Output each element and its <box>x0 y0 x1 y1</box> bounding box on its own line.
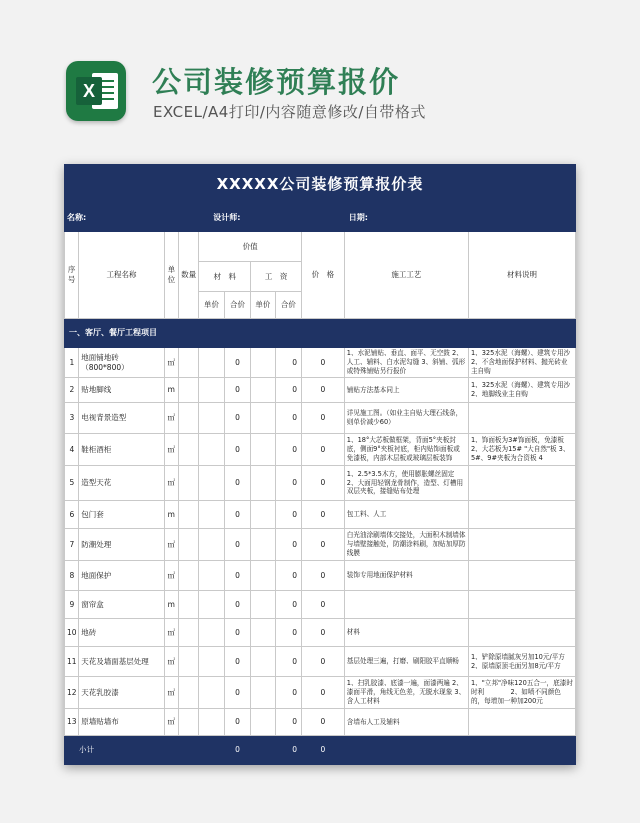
row-unit: ㎡ <box>164 434 178 466</box>
row-unit: ㎡ <box>164 348 178 378</box>
row-qty <box>178 561 198 591</box>
col-material-header: 材 料 <box>199 262 251 292</box>
row-qty <box>178 709 198 736</box>
row-unit: ㎡ <box>164 677 178 709</box>
row-lab-subtotal: 0 <box>275 378 301 403</box>
row-mat-unit-price <box>199 378 224 403</box>
col-lab-subtotal: 合价 <box>275 292 301 319</box>
row-lab-unit-price <box>251 677 275 709</box>
row-qty <box>178 434 198 466</box>
row-process: 1、18°大芯板做框架，背面5°夹板封底，侧面9°夹板衬底，柜内贴饰面板或免漆板，内部木层板或玻璃层板装饰 <box>344 434 468 466</box>
row-lab-unit-price <box>251 561 275 591</box>
row-mat-unit-price <box>199 647 224 677</box>
row-name: 地面保护 <box>79 561 164 591</box>
row-process: 铺贴方法基本同上 <box>344 378 468 403</box>
row-no: 11 <box>65 647 79 677</box>
row-mat-subtotal: 0 <box>224 647 250 677</box>
table-row <box>65 709 576 736</box>
row-mat-subtotal: 0 <box>224 619 250 647</box>
row-unit: m <box>164 378 178 403</box>
table-row <box>65 529 576 561</box>
section-title: 一、客厅、餐厅工程项目 <box>65 319 576 348</box>
row-lab-unit-price <box>251 619 275 647</box>
row-process: 1、2.5*3.5木方，使用膨胀螺丝固定 2、大面用轻钢龙骨制作，造型、灯槽用双层夹板，接缝贴布处理 <box>344 466 468 501</box>
row-mat-subtotal: 0 <box>224 501 250 529</box>
row-price: 0 <box>302 647 345 677</box>
row-note <box>468 591 575 619</box>
table-row <box>65 647 576 677</box>
row-mat-unit-price <box>199 529 224 561</box>
banner-title: 公司装修预算报价 <box>152 65 401 99</box>
row-lab-subtotal: 0 <box>275 709 301 736</box>
row-price: 0 <box>302 677 345 709</box>
row-qty <box>178 677 198 709</box>
row-lab-unit-price <box>251 529 275 561</box>
row-unit: m <box>164 591 178 619</box>
row-mat-unit-price <box>199 348 224 378</box>
banner <box>0 0 640 140</box>
row-name: 鞋柜酒柜 <box>79 434 164 466</box>
row-no: 1 <box>65 348 79 378</box>
row-lab-unit-price <box>251 501 275 529</box>
row-name: 天花乳胶漆 <box>79 677 164 709</box>
row-process: 白光油涂刷墙体交接处，大面积木制墙体与墙壁接触处，防潮涂料刷，加贴加厚防线膜 <box>344 529 468 561</box>
row-process: 详见施工图。（如业主自贴大理石线条，则单价减少60） <box>344 403 468 434</box>
row-lab-subtotal: 0 <box>275 466 301 501</box>
row-note <box>468 709 575 736</box>
row-qty <box>178 647 198 677</box>
table-row <box>65 403 576 434</box>
row-process <box>344 591 468 619</box>
row-mat-subtotal: 0 <box>224 348 250 378</box>
row-process: 含墙布人工及辅料 <box>344 709 468 736</box>
row-lab-subtotal: 0 <box>275 619 301 647</box>
row-process: 材料 <box>344 619 468 647</box>
row-note <box>468 529 575 561</box>
sheet-title: XXXXX公司装修预算报价表 <box>65 165 576 205</box>
row-name: 贴地脚线 <box>79 378 164 403</box>
row-lab-subtotal: 0 <box>275 348 301 378</box>
col-total-header: 价 格 <box>302 232 345 319</box>
col-process-header: 施工工艺 <box>344 232 468 319</box>
table-row <box>65 434 576 466</box>
table-row <box>65 591 576 619</box>
row-lab-subtotal: 0 <box>275 591 301 619</box>
row-mat-unit-price <box>199 466 224 501</box>
col-unit-header: 单位 <box>164 232 178 319</box>
row-price: 0 <box>302 529 345 561</box>
row-lab-unit-price <box>251 709 275 736</box>
table-row <box>65 677 576 709</box>
col-price-header: 价值 <box>199 232 302 262</box>
row-name: 地面铺地砖（800*800） <box>79 348 164 378</box>
row-unit: ㎡ <box>164 529 178 561</box>
row-name: 包门套 <box>79 501 164 529</box>
col-note-header: 材料说明 <box>468 232 575 319</box>
section-row <box>65 319 576 348</box>
row-no: 7 <box>65 529 79 561</box>
row-note <box>468 403 575 434</box>
header-row-1 <box>65 232 576 262</box>
designer-label: 设计师: <box>199 205 345 232</box>
col-mat-unit-price: 单价 <box>199 292 224 319</box>
excel-logo-icon <box>66 61 126 121</box>
name-label: 名称: <box>65 205 199 232</box>
row-note <box>468 561 575 591</box>
table-row <box>65 501 576 529</box>
row-lab-subtotal: 0 <box>275 529 301 561</box>
col-mat-subtotal: 合价 <box>224 292 250 319</box>
row-process: 1、扫乳胶漆、底漆一遍，面漆两遍 2、漆面平滑，角线无色差，无脱水现象 3、含人工材料 <box>344 677 468 709</box>
row-lab-subtotal: 0 <box>275 647 301 677</box>
row-no: 2 <box>65 378 79 403</box>
row-no: 3 <box>65 403 79 434</box>
row-note: 1、"立邦"净味120五合一，底漆时时利 2、如喷不同颜色的，每增加一种加200元 <box>468 677 575 709</box>
col-no-header: 序号 <box>65 232 79 319</box>
quote-table <box>64 164 576 765</box>
row-process: 基层处理三遍，打磨、刷阳胶平直顺畅 <box>344 647 468 677</box>
row-process: 包工料、人工 <box>344 501 468 529</box>
footer-label: 小计 <box>65 736 165 765</box>
row-name: 窗帘盒 <box>79 591 164 619</box>
row-no: 10 <box>65 619 79 647</box>
row-mat-subtotal: 0 <box>224 709 250 736</box>
row-unit: ㎡ <box>164 403 178 434</box>
row-lab-unit-price <box>251 378 275 403</box>
title-row <box>65 165 576 205</box>
row-name: 电视背景造型 <box>79 403 164 434</box>
col-lab-unit-price: 单价 <box>251 292 275 319</box>
row-note <box>468 619 575 647</box>
row-lab-subtotal: 0 <box>275 561 301 591</box>
row-process: 装饰专用地面保护材料 <box>344 561 468 591</box>
row-name: 造型天花 <box>79 466 164 501</box>
table-row <box>65 619 576 647</box>
row-mat-subtotal: 0 <box>224 591 250 619</box>
row-mat-unit-price <box>199 561 224 591</box>
row-mat-unit-price <box>199 403 224 434</box>
row-price: 0 <box>302 434 345 466</box>
row-note: 1、325水泥（海螺）、建筑专用沙 2、不含地面保护材料、抛光砖业主自购 <box>468 348 575 378</box>
col-qty-header: 数量 <box>178 232 198 319</box>
row-name: 防潮处理 <box>79 529 164 561</box>
row-qty <box>178 591 198 619</box>
row-price: 0 <box>302 591 345 619</box>
row-lab-subtotal: 0 <box>275 677 301 709</box>
row-mat-subtotal: 0 <box>224 677 250 709</box>
row-no: 12 <box>65 677 79 709</box>
row-note: 1、325水泥（海螺）、建筑专用沙 2、地脚线业主自购 <box>468 378 575 403</box>
footer-price: 0 <box>302 736 345 765</box>
item-rows <box>65 348 576 736</box>
footer-mat-total: 0 <box>224 736 250 765</box>
row-price: 0 <box>302 619 345 647</box>
row-no: 13 <box>65 709 79 736</box>
row-unit: ㎡ <box>164 619 178 647</box>
row-mat-unit-price <box>199 591 224 619</box>
row-lab-unit-price <box>251 647 275 677</box>
row-qty <box>178 529 198 561</box>
row-qty <box>178 466 198 501</box>
row-no: 6 <box>65 501 79 529</box>
row-qty <box>178 619 198 647</box>
row-price: 0 <box>302 709 345 736</box>
row-note: 1、铲除原墙腻灰另加10元/平方 2、原墙原顶毛面另加8元/平方 <box>468 647 575 677</box>
row-price: 0 <box>302 561 345 591</box>
row-note: 1、饰面板为3#饰面板，免漆板 2、大芯板为15# "大自然"板 3、5#、9#夹板为合资板 4 <box>468 434 575 466</box>
meta-row <box>65 205 576 232</box>
row-lab-subtotal: 0 <box>275 403 301 434</box>
row-name: 天花及墙面基层处理 <box>79 647 164 677</box>
row-no: 8 <box>65 561 79 591</box>
row-mat-subtotal: 0 <box>224 561 250 591</box>
row-mat-subtotal: 0 <box>224 466 250 501</box>
footer-lab-total: 0 <box>275 736 301 765</box>
row-unit: ㎡ <box>164 561 178 591</box>
row-unit: ㎡ <box>164 647 178 677</box>
row-note <box>468 466 575 501</box>
row-mat-unit-price <box>199 709 224 736</box>
row-lab-unit-price <box>251 403 275 434</box>
row-qty <box>178 378 198 403</box>
row-price: 0 <box>302 501 345 529</box>
col-labor-header: 工 资 <box>251 262 302 292</box>
row-no: 4 <box>65 434 79 466</box>
row-unit: ㎡ <box>164 709 178 736</box>
row-no: 5 <box>65 466 79 501</box>
logo-letter: X <box>76 77 102 105</box>
row-name: 地砖 <box>79 619 164 647</box>
row-price: 0 <box>302 466 345 501</box>
table-row <box>65 561 576 591</box>
row-lab-subtotal: 0 <box>275 434 301 466</box>
row-lab-unit-price <box>251 434 275 466</box>
row-mat-unit-price <box>199 677 224 709</box>
row-note <box>468 501 575 529</box>
row-qty <box>178 348 198 378</box>
row-qty <box>178 501 198 529</box>
table-row <box>65 466 576 501</box>
row-lab-unit-price <box>251 466 275 501</box>
spreadsheet <box>64 164 576 765</box>
row-mat-unit-price <box>199 619 224 647</box>
row-mat-unit-price <box>199 434 224 466</box>
row-mat-subtotal: 0 <box>224 378 250 403</box>
row-unit: ㎡ <box>164 466 178 501</box>
row-price: 0 <box>302 403 345 434</box>
row-mat-subtotal: 0 <box>224 403 250 434</box>
row-mat-subtotal: 0 <box>224 434 250 466</box>
row-lab-subtotal: 0 <box>275 501 301 529</box>
row-mat-unit-price <box>199 501 224 529</box>
date-label: 日期: <box>344 205 575 232</box>
table-row <box>65 348 576 378</box>
row-name: 原墙贴墙布 <box>79 709 164 736</box>
footer-row <box>65 736 576 765</box>
row-lab-unit-price <box>251 591 275 619</box>
row-lab-unit-price <box>251 348 275 378</box>
row-no: 9 <box>65 591 79 619</box>
row-mat-subtotal: 0 <box>224 529 250 561</box>
table-row <box>65 378 576 403</box>
row-price: 0 <box>302 348 345 378</box>
row-process: 1、水泥铺贴、垂直、面平、无空鼓 2、人工、辅料、白水泥勾缝 3、斜铺、弧形或特殊铺贴另行报价 <box>344 348 468 378</box>
row-price: 0 <box>302 378 345 403</box>
banner-subtitle: EXCEL/A4打印/内容随意修改/自带格式 <box>153 103 426 121</box>
row-unit: m <box>164 501 178 529</box>
col-item-header: 工程名称 <box>79 232 164 319</box>
row-qty <box>178 403 198 434</box>
